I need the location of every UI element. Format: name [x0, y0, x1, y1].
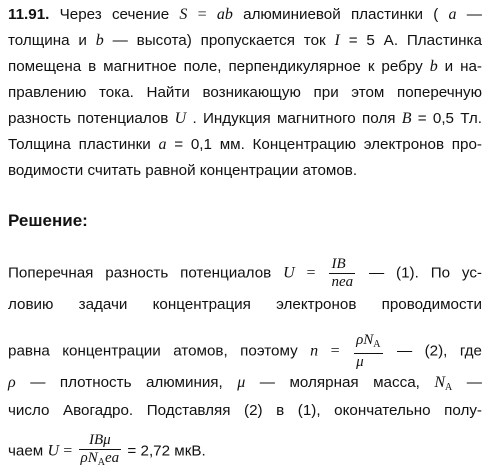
- solution-line-4: [8, 372, 482, 399]
- var-NA: [434, 374, 452, 391]
- numerator: IB: [329, 256, 355, 274]
- text: разность потенциалов: [8, 110, 169, 127]
- equals: =: [197, 6, 207, 23]
- problem-line-2: [8, 30, 482, 52]
- text: число Авогадро. Подставляя (2) в (1), окончательно полу-: [8, 402, 482, 419]
- var-N: N: [434, 374, 446, 391]
- text: водимости считать равной концентрации атомов.: [8, 162, 358, 179]
- text: Через сечение: [59, 6, 170, 23]
- text: = 0,1 мм. Концентрацию электронов про-: [174, 136, 482, 153]
- text: — (1). По ус-: [369, 264, 482, 282]
- text: — молярная масса,: [259, 374, 420, 391]
- subscript: A: [97, 457, 105, 468]
- problem-line-5: [8, 108, 482, 130]
- numerator: IBμ: [79, 432, 122, 450]
- text: = 5 А. Пластинка: [348, 32, 482, 49]
- var-S: S: [179, 6, 188, 23]
- text: правлению тока. Найти возникающую при этом поперечную: [8, 84, 482, 101]
- denominator: nea: [331, 274, 354, 290]
- problem-number: 11.91.: [8, 6, 50, 23]
- problem-line-1: [8, 4, 482, 26]
- subscript: A: [445, 382, 453, 393]
- text: и на-: [444, 58, 482, 75]
- solution-line-3: [8, 332, 482, 371]
- text: равна концентрации атомов, поэтому: [8, 342, 298, 360]
- text: ловию задачи концентрация электронов проводимости: [8, 296, 482, 313]
- denominator: [79, 450, 122, 471]
- problem-line-4: [8, 82, 482, 104]
- dash: —: [466, 6, 482, 23]
- text: алюминиевой пластинки (: [243, 6, 439, 23]
- var-b: b: [95, 32, 104, 49]
- solution-line-6: [8, 432, 206, 471]
- equals: =: [330, 342, 340, 360]
- result: = 2,72 мкВ.: [127, 442, 206, 460]
- var-a: a: [448, 6, 457, 23]
- text: Толщина пластинки: [8, 136, 151, 153]
- problem-line-3: [8, 56, 482, 78]
- text: = 0,5 Тл.: [417, 110, 482, 127]
- solution-line-1: [8, 256, 482, 291]
- equals: =: [306, 264, 316, 282]
- var-n: n: [310, 342, 319, 360]
- var-mu: μ: [237, 374, 246, 391]
- var-B: B: [401, 110, 412, 127]
- text: . Индукция магнитного поля: [192, 110, 396, 127]
- var-b: b: [429, 58, 438, 75]
- solution-heading: Решение:: [8, 211, 88, 230]
- var-a: a: [158, 136, 167, 153]
- var-U: U: [283, 264, 295, 282]
- denominator-main: ρN: [80, 450, 98, 466]
- text: — высота) пропускается ток: [112, 32, 326, 49]
- var-ab: ab: [216, 6, 233, 23]
- equals: =: [63, 442, 73, 460]
- text: чаем: [8, 442, 44, 460]
- var-I: I: [334, 32, 340, 49]
- fraction-rhoNA-over-mu: [354, 332, 382, 371]
- var-U: U: [47, 442, 60, 460]
- fraction-final: [79, 432, 122, 471]
- numerator-main: ρN: [356, 332, 374, 348]
- fraction-IB-over-nea: [329, 256, 355, 291]
- text: толщина и: [8, 32, 87, 49]
- numerator: [354, 332, 382, 354]
- dash: —: [466, 374, 482, 391]
- solution-line-2: [8, 294, 482, 316]
- var-rho: ρ: [8, 374, 16, 391]
- text: помещена в магнитное поле, перпендикулярное к ребру: [8, 58, 423, 75]
- problem-line-6: [8, 134, 482, 156]
- var-U: U: [174, 110, 187, 127]
- solution-line-5: [8, 400, 482, 422]
- denominator-tail: ea: [105, 450, 120, 466]
- problem-line-7: [8, 160, 357, 182]
- text: — плотность алюминия,: [30, 374, 223, 391]
- denominator: μ: [356, 354, 364, 370]
- subscript: A: [373, 339, 381, 350]
- text: Поперечная разность потенциалов: [8, 264, 272, 282]
- text: — (2), где: [396, 342, 482, 360]
